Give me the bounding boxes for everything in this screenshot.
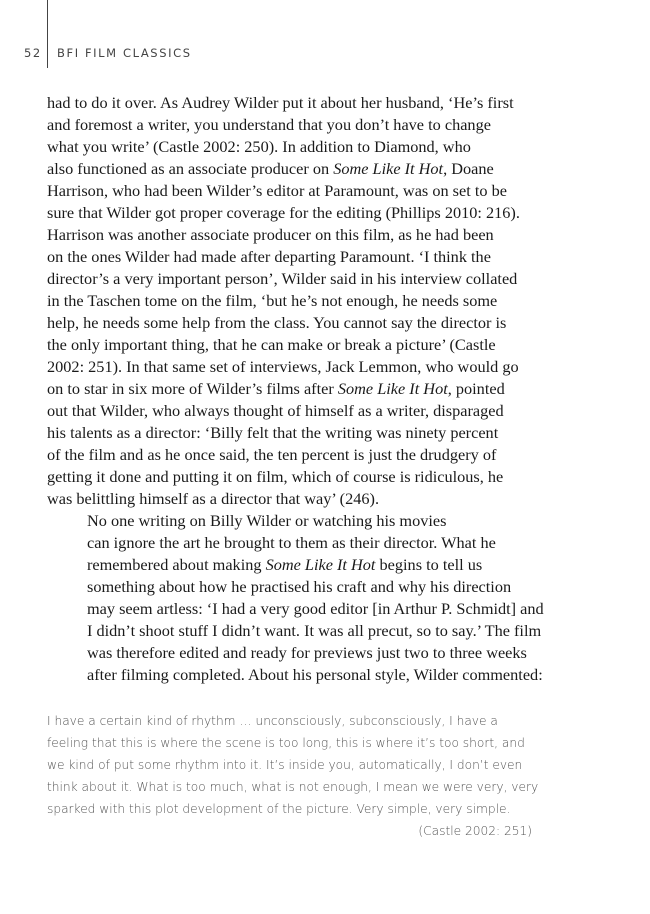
text-line: No one writing on Billy Wilder or watching his movies [87,511,447,530]
text-line: Harrison, who had been Wilder’s editor at Paramount, was on set to be [47,181,507,200]
text-line: 2002: 251). In that same set of interviews, Jack Lemmon, who would go [47,357,519,376]
text-line: had to do it over. As Audrey Wilder put it about her husband, ‘He’s first [47,93,514,112]
paragraph [47,510,544,686]
text-line: on the ones Wilder had made after departing Paramount. ‘I think the [47,247,491,266]
film-title: Some Like It Hot [265,555,376,574]
text-line: was belittling himself as a director that way’ (246). [47,489,380,508]
text-line: the only important thing, that he can make or break a picture’ (Castle [47,335,496,354]
quote-line: we kind of put some rhythm into it. It’s inside you, automatically, I don’t even [47,758,523,772]
text-line: and foremost a writer, you understand that you don’t have to change [47,115,491,134]
block-quote [47,710,539,842]
text-line: on to star in six more of Wilder’s films after Some Like It Hot, pointed [47,379,505,398]
quote-line: I have a certain kind of rhythm … unconsciously, subconsciously, I have a [47,714,498,728]
text-line: can ignore the art he brought to them as their director. What he [87,533,496,552]
margin-rule [47,0,48,68]
text-line: was therefore edited and ready for previews just two to three weeks [87,643,527,662]
film-title: Some Like It Hot [333,159,444,178]
body-text [47,92,544,686]
text-line: Harrison was another associate producer on this film, as he had been [47,225,494,244]
text-line: I didn’t shoot stuff I didn’t want. It was all precut, so to say.’ The film [87,621,542,640]
page-number: 52 [24,46,42,60]
text-line: in the Taschen tome on the film, ‘but he’s not enough, he needs some [47,291,498,310]
paragraph [47,92,537,510]
text-line: help, he needs some help from the class. You cannot say the director is [47,313,507,332]
text-line: sure that Wilder got proper coverage for the editing (Phillips 2010: 216). [47,203,520,222]
text-line: remembered about making Some Like It Hot begins to tell us [87,555,483,574]
text-line: after filming completed. About his personal style, Wilder commented: [87,665,543,684]
text-line: of the film and as he once said, the ten percent is just the drudgery of [47,445,497,464]
text-line: out that Wilder, who always thought of himself as a writer, disparaged [47,401,504,420]
text-line: director’s a very important person’, Wilder said in his interview collated [47,269,518,288]
quote-line: think about it. What is too much, what is not enough, I mean we were very, very [47,780,539,794]
series-title: BFI FILM CLASSICS [57,46,192,60]
text-line: also functioned as an associate producer on Some Like It Hot, Doane [47,159,494,178]
quote-citation: (Castle 2002: 251) [418,824,532,838]
text-line: what you write’ (Castle 2002: 250). In addition to Diamond, who [47,137,471,156]
quote-line: sparked with this plot development of the picture. Very simple, very simple. [47,802,511,816]
quote-line: feeling that this is where the scene is too long, this is where it’s too short, and [47,736,525,750]
text-line: something about how he practised his craft and why his direction [87,577,512,596]
text-line: his talents as a director: ‘Billy felt that the writing was ninety percent [47,423,499,442]
text-line: may seem artless: ‘I had a very good editor [in Arthur P. Schmidt] and [87,599,544,618]
text-line: getting it done and putting it on film, which of course is ridiculous, he [47,467,504,486]
film-title: Some Like It Hot [337,379,448,398]
